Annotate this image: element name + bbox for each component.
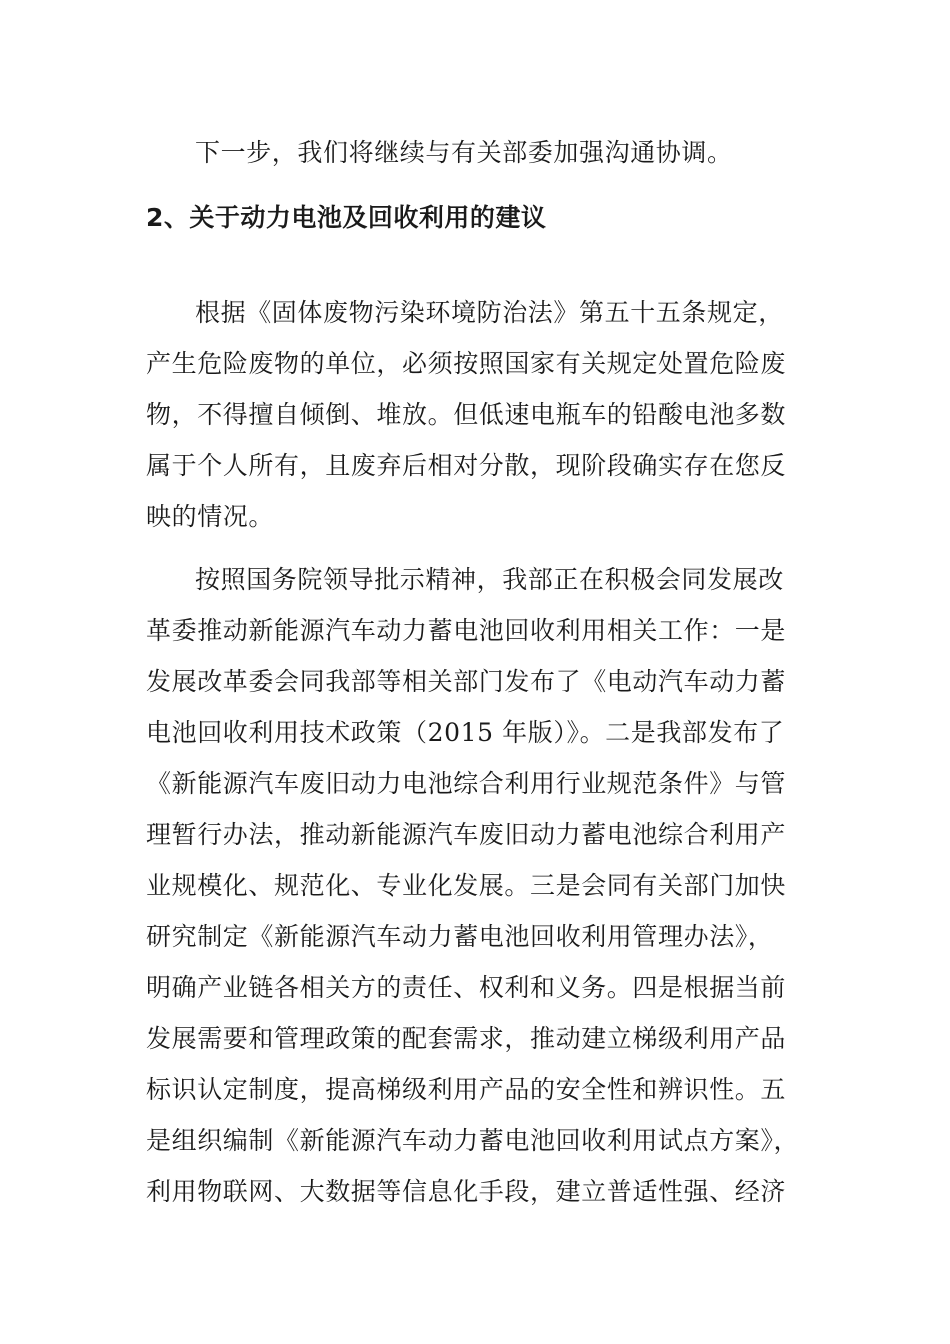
paragraph-1-line-2: 产生危险废物的单位，必须按照国家有关规定处置危险废 (146, 349, 787, 378)
paragraph-2-line-3: 发展改革委会同我部等相关部门发布了《电动汽车动力蓄 (146, 667, 787, 696)
paragraph-2-line-12: 是组织编制《新能源汽车动力蓄电池回收利用试点方案》， (146, 1126, 800, 1155)
paragraph-2-line-8: 研究制定《新能源汽车动力蓄电池回收利用管理办法》， (146, 922, 774, 951)
paragraph-2-line-10: 发展需要和管理政策的配套需求，推动建立梯级利用产品 (146, 1024, 787, 1053)
paragraph-2-line-4: 电池回收利用技术政策（2015 年版）》。二是我部发布了 (146, 718, 785, 747)
paragraph-2-line-7: 业规模化、规范化、专业化发展。三是会同有关部门加快 (146, 871, 787, 900)
paragraph-2-line-11: 标识认定制度，提高梯级利用产品的安全性和辨识性。五 (146, 1075, 787, 1104)
paragraph-1-line-3: 物，不得擅自倾倒、堆放。但低速电瓶车的铅酸电池多数 (146, 400, 787, 429)
paragraph-1-line-5: 映的情况。 (146, 502, 275, 531)
intro-line: 下一步，我们将继续与有关部委加强沟通协调。 (195, 138, 733, 167)
paragraph-2-line-6: 理暂行办法，推动新能源汽车废旧动力蓄电池综合利用产 (146, 820, 787, 849)
paragraph-2-line-2: 革委推动新能源汽车动力蓄电池回收利用相关工作：一是 (146, 616, 787, 645)
paragraph-2-line-5: 《新能源汽车废旧动力电池综合利用行业规范条件》与管 (146, 769, 787, 798)
paragraph-2-line-1: 按照国务院领导批示精神，我部正在积极会同发展改 (195, 565, 784, 594)
paragraph-1-line-4: 属于个人所有，且废弃后相对分散，现阶段确实存在您反 (146, 451, 787, 480)
paragraph-2-line-13: 利用物联网、大数据等信息化手段，建立普适性强、经济 (146, 1177, 787, 1206)
paragraph-1-line-1: 根据《固体废物污染环境防治法》第五十五条规定， (195, 298, 784, 327)
section-heading: 2、关于动力电池及回收利用的建议 (146, 203, 547, 232)
paragraph-2-line-9: 明确产业链各相关方的责任、权利和义务。四是根据当前 (146, 973, 787, 1002)
